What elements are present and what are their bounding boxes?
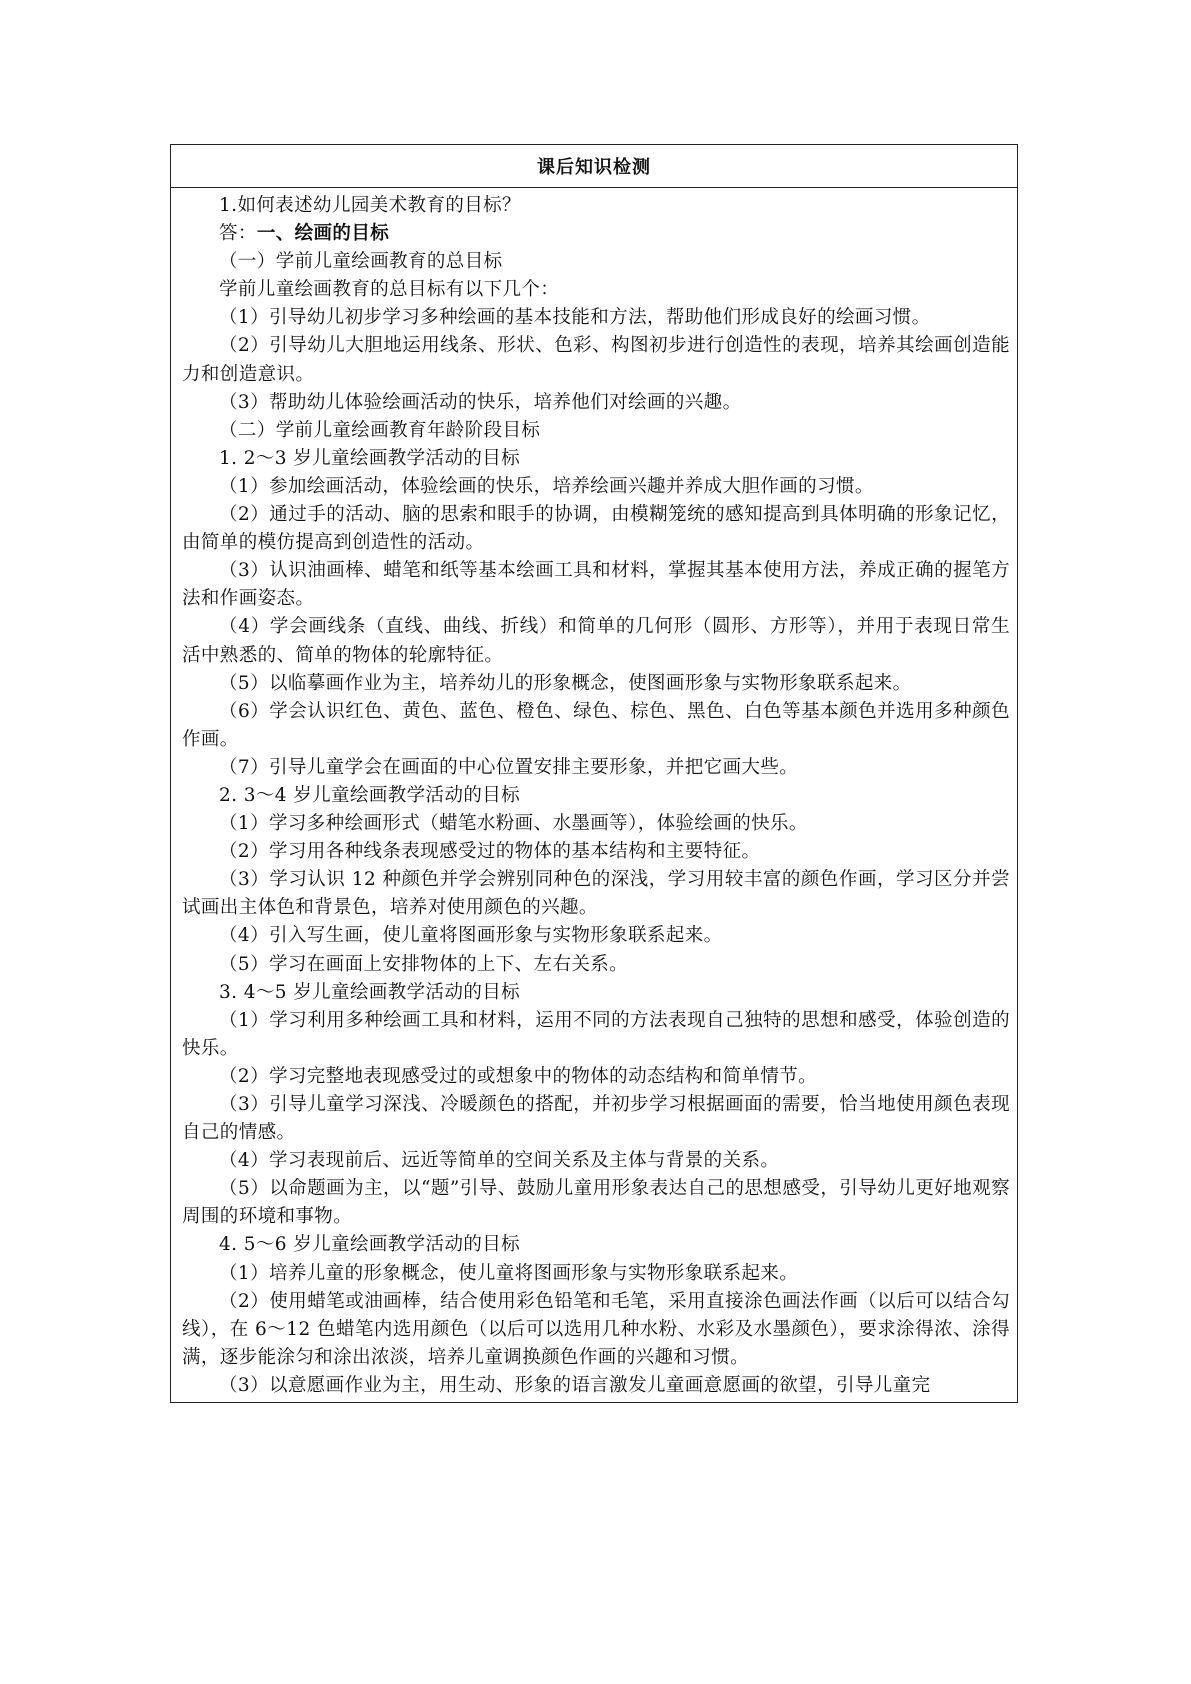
- paragraph: （1）学习利用多种绘画工具和材料，运用不同的方法表现自己独特的思想和感受，体验创造的快乐。: [182, 1009, 1010, 1059]
- quiz-table: [170, 144, 1018, 1403]
- paragraph: （二）学前儿童绘画教育年龄阶段目标: [219, 419, 541, 441]
- paragraph: （4）学会画线条（直线、曲线、折线）和简单的几何形（圆形、方形等），并用于表现日常生活中熟悉的、简单的物体的轮廓特征。: [182, 616, 1010, 666]
- paragraph: （2）学习用各种线条表现感受过的物体的基本结构和主要特征。: [219, 841, 761, 863]
- question-text: 1.如何表述幼儿园美术教育的目标？: [219, 195, 521, 216]
- paragraph: （一）学前儿童绘画教育的总目标: [219, 251, 503, 273]
- paragraph: （1）引导幼儿初步学习多种绘画的基本技能和方法，帮助他们形成良好的绘画习惯。: [219, 307, 931, 329]
- paragraph: （3）引导儿童学习深浅、冷暖颜色的搭配，并初步学习根据画面的需要，恰当地使用颜色表现自己的情感。: [182, 1094, 1010, 1144]
- paragraph: 学前儿童绘画教育的总目标有以下几个：: [219, 279, 560, 301]
- paragraph: （5）以临摹画作业为主，培养幼儿的形象概念，使图画形象与实物形象联系起来。: [219, 672, 912, 694]
- paragraph: （3）认识油画棒、蜡笔和纸等基本绘画工具和材料，掌握其基本使用方法，养成正确的握笔方法和作画姿态。: [182, 560, 1010, 610]
- paragraph: 1. 2～3 岁儿童绘画教学活动的目标: [219, 447, 521, 469]
- answer-prefix: 答：: [219, 223, 257, 245]
- paragraph: （6）学会认识红色、黄色、蓝色、橙色、绿色、棕色、黑色、白色等基本颜色并选用多种颜色作画。: [182, 700, 1010, 750]
- section-heading: 一、绘画的目标: [256, 223, 390, 245]
- paragraph: （2）学习完整地表现感受过的或想象中的物体的动态结构和简单情节。: [219, 1065, 818, 1087]
- paragraph: 4. 5～6 岁儿童绘画教学活动的目标: [219, 1234, 521, 1256]
- paragraph: （1）参加绘画活动，体验绘画的快乐，培养绘画兴趣并养成大胆作画的习惯。: [219, 475, 874, 497]
- paragraph: （2）引导幼儿大胆地运用线条、形状、色彩、构图初步进行创造性的表现，培养其绘画创造能力和创造意识。: [182, 335, 1010, 385]
- paragraph: （1）培养儿童的形象概念，使儿童将图画形象与实物形象联系起来。: [219, 1262, 799, 1284]
- paragraph: 2. 3～4 岁儿童绘画教学活动的目标: [219, 784, 521, 806]
- paragraph: （2）使用蜡笔或油画棒，结合使用彩色铅笔和毛笔，采用直接涂色画法作画（以后可以结合勾线），在 6～12 色蜡笔内选用颜色（以后可以选用几种水粉、水彩及水墨颜色），要求涂得浓、涂得满，逐步能涂匀和涂出浓淡，培养儿童调换颜色作画的兴趣和习惯。: [182, 1290, 1010, 1368]
- paragraph: （4）学习表现前后、远近等简单的空间关系及主体与背景的关系。: [219, 1150, 780, 1172]
- paragraph: （7）引导儿童学会在画面的中心位置安排主要形象，并把它画大些。: [219, 756, 799, 778]
- paragraph: （4）引入写生画，使儿童将图画形象与实物形象联系起来。: [219, 925, 723, 947]
- paragraph: （5）学习在画面上安排物体的上下、左右关系。: [219, 953, 629, 975]
- paragraph: （3）学习认识 12 种颜色并学会辨别同种色的深浅，学习用较丰富的颜色作画，学习区分并尝试画出主体色和背景色，培养对使用颜色的兴趣。: [182, 869, 1010, 919]
- page-title: 课后知识检测: [537, 157, 651, 178]
- paragraph: （1）学习多种绘画形式（蜡笔水粉画、水墨画等），体验绘画的快乐。: [219, 813, 808, 835]
- answer-heading-line: [182, 220, 1010, 248]
- paragraph: （3）帮助幼儿体验绘画活动的快乐，培养他们对绘画的兴趣。: [219, 391, 742, 413]
- table-body: [171, 188, 1017, 1402]
- table-header: [171, 145, 1017, 188]
- paragraph: 3. 4～5 岁儿童绘画教学活动的目标: [219, 981, 521, 1003]
- paragraph: （3）以意愿画作业为主，用生动、形象的语言激发儿童画意愿画的欲望，引导儿童完: [219, 1374, 931, 1396]
- answer-paragraphs: [182, 248, 1010, 1400]
- paragraph: （5）以命题画为主，以“题”引导、鼓励儿童用形象表达自己的思想感受，引导幼儿更好地观察周围的环境和事物。: [182, 1178, 1010, 1228]
- paragraph: （2）通过手的活动、脑的思索和眼手的协调，由模糊笼统的感知提高到具体明确的形象记忆，由简单的模仿提高到创造性的活动。: [182, 504, 1010, 554]
